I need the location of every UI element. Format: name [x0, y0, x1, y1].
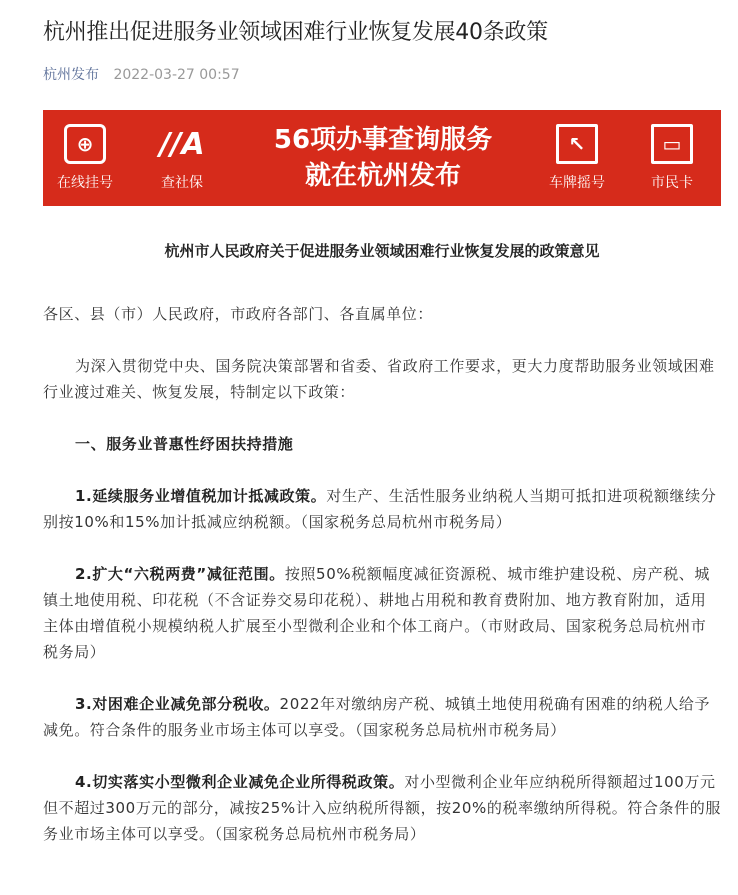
social-security-icon: //A [159, 126, 205, 162]
banner-item-label: 车牌摇号 [549, 175, 605, 191]
publish-datetime: 2022-03-27 00:57 [113, 67, 240, 83]
banner-item-citizen-card[interactable] [651, 124, 693, 192]
banner-slogan [253, 122, 513, 194]
banner-item-label: 在线挂号 [57, 175, 113, 191]
source-link[interactable]: 杭州发布 [43, 67, 99, 83]
policy-item [43, 769, 721, 847]
section-heading-text: 一、服务业普惠性纾困扶持措施 [75, 435, 294, 453]
monitor-cursor-icon: ↖ [556, 124, 598, 164]
document-title: 杭州市人民政府关于促进服务业领域困难行业恢复发展的政策意见 [164, 242, 600, 260]
policy-item [43, 483, 721, 535]
banner-item-license-plate[interactable] [549, 124, 605, 192]
policy-item [43, 561, 721, 665]
policy-item-head: 1.延续服务业增值税加计抵减政策。 [75, 487, 327, 505]
policy-item-text: 对小型微利企业年应纳税所得额超过100万元但不超过300万元的部分，减按25%计入应纳税所得额，按20%的税率缴纳所得税。符合条件的服务业市场主体可以享受。（国家税务总局杭州市税务局） [43, 773, 721, 843]
section-heading [43, 431, 721, 457]
banner-item-social-security[interactable] [161, 124, 203, 192]
intro-paragraph: 为深入贯彻党中央、国务院决策部署和省委、省政府工作要求，更大力度帮助服务业领域困难行业渡过难关、恢复发展，特制定以下政策： [43, 357, 715, 401]
banner-item-online-registration[interactable] [57, 124, 113, 192]
policy-item-head: 2.扩大“六税两费”减征范围。 [75, 565, 285, 583]
policy-item-text: 2022年对缴纳房产税、城镇土地使用税确有困难的纳税人给予减免。符合条件的服务业市场主体可以享受。（国家税务总局杭州市税务局） [43, 695, 711, 739]
policy-item-head: 3.对困难企业减免部分税收。 [75, 695, 280, 713]
slogan-line: 56项办事查询服务 [273, 125, 493, 155]
slogan-line: 就在杭州发布 [304, 161, 461, 191]
article-meta [43, 64, 721, 84]
banner-item-label: 市民卡 [651, 175, 693, 191]
service-banner[interactable] [43, 110, 721, 206]
salutation: 各区、县（市）人民政府，市政府各部门、各直属单位： [43, 305, 434, 323]
policy-item-text: 按照50%税额幅度减征资源税、城市维护建设税、房产税、城镇土地使用税、印花税（不含证券交易印花税）、耕地占用税和教育费附加、地方教育附加，适用主体由增值税小规模纳税人扩展至小型微利企业和个体工商户。（市财政局、国家税务总局杭州市税务局） [43, 565, 711, 661]
article-title: 杭州推出促进服务业领域困难行业恢复发展40条政策 [43, 20, 548, 45]
medical-kit-icon: ⊕ [64, 124, 106, 164]
article [43, 0, 721, 847]
policy-item-text: 对生产、生活性服务业纳税人当期可抵扣进项税额继续分别按10%和15%加计抵减应纳税额。（国家税务总局杭州市税务局） [43, 487, 717, 531]
card-icon: ▭ [651, 124, 693, 164]
policy-item-head: 4.切实落实小型微利企业减免企业所得税政策。 [75, 773, 405, 791]
banner-item-label: 查社保 [161, 175, 203, 191]
policy-item [43, 691, 721, 743]
